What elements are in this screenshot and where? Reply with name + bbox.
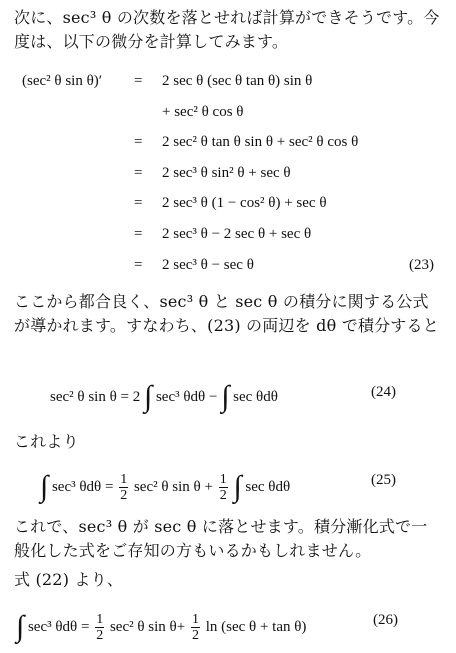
equation-24-expression: [50, 380, 278, 413]
integral-sign: ∫: [16, 609, 25, 643]
derivation-row: [22, 223, 442, 254]
derivation-row: [22, 254, 442, 285]
relation-sign: =: [134, 225, 143, 242]
equation-number: (24): [371, 384, 396, 400]
equation-number: (25): [371, 472, 396, 488]
derivation-row: [22, 131, 442, 162]
fraction-denominator: 2: [191, 628, 199, 643]
equation-25: [0, 460, 456, 504]
derivation-rhs: 2 sec² θ tan θ sin θ + sec² θ cos θ: [162, 134, 359, 151]
integral-sign: ∫: [233, 469, 242, 503]
relation-sign: =: [134, 164, 143, 181]
integral-sign: ∫: [40, 469, 49, 503]
derivation-rhs: 2 sec³ θ − 2 sec θ + sec θ: [162, 225, 312, 242]
derivation-row: [22, 162, 442, 193]
eq26-int1: sec³ θdθ =: [27, 618, 90, 635]
fraction-numerator: 1: [96, 612, 104, 627]
equation-26-expression: [16, 609, 307, 643]
fraction-one-half: [219, 472, 228, 503]
fraction-numerator: 1: [191, 612, 199, 627]
eq25-mid: sec² θ sin θ +: [133, 478, 213, 495]
fraction-numerator: 1: [120, 472, 128, 487]
relation-sign: =: [134, 134, 143, 151]
derivation-lhs: (sec² θ sin θ)′: [22, 73, 103, 89]
integral-sign: ∫: [221, 380, 230, 413]
fraction-one-half: [119, 472, 128, 503]
derivation-rhs: 2 sec³ θ − sec θ: [162, 256, 254, 273]
conclusion-paragraph: これで、sec³ θ が sec θ に落とせます。積分漸化式で一般化した式をご存知の方もいるかもしれません。: [14, 517, 428, 560]
relation-sign: =: [134, 195, 143, 212]
intro-paragraph: 次に、sec³ θ の次数を落とせれば計算ができそうです。今度は、以下の微分を計算してみます。: [14, 8, 440, 51]
fraction-one-half: [95, 612, 104, 643]
fraction-denominator: 2: [219, 488, 227, 503]
equation-24: [0, 372, 456, 416]
eq25-right: sec θdθ: [245, 478, 291, 495]
from-this-paragraph: これより: [14, 432, 79, 451]
equation-number: (23): [409, 256, 434, 273]
fraction-numerator: 1: [219, 472, 227, 487]
eq25-int1: sec³ θdθ =: [51, 478, 114, 495]
from-22-paragraph: 式 (22) より、: [14, 570, 124, 589]
equation-number: (26): [373, 612, 398, 628]
equation-25-expression: [40, 469, 291, 503]
after-23-paragraph: ここから都合良く、sec³ θ と sec θ の積分に関する公式が導かれます。すなわち、(23) の両辺を dθ で積分すると: [14, 292, 439, 335]
derivation-row: [22, 101, 442, 132]
eq24-mid: sec³ θdθ −: [155, 389, 218, 405]
fraction-one-half: [191, 612, 200, 643]
derivation-rhs: 2 sec θ (sec θ tan θ) sin θ: [162, 73, 313, 89]
fraction-denominator: 2: [120, 488, 128, 503]
derivation-rhs: 2 sec³ θ sin² θ + sec θ: [162, 164, 291, 181]
integral-sign: ∫: [143, 380, 153, 413]
derivation-row: [22, 70, 442, 101]
fraction-denominator: 2: [96, 628, 104, 643]
derivation-rhs: + sec² θ cos θ: [162, 103, 244, 120]
derivation-row: [22, 192, 442, 223]
relation-sign: =: [134, 256, 143, 273]
eq24-right: sec θdθ: [233, 389, 278, 405]
eq24-left: sec² θ sin θ = 2: [50, 389, 141, 405]
eq26-right: ln (sec θ + tan θ): [205, 618, 307, 635]
derivation-rhs: 2 sec³ θ (1 − cos² θ) + sec θ: [162, 195, 327, 212]
eq26-mid: sec² θ sin θ+: [109, 618, 186, 635]
equation-26: [0, 600, 456, 644]
derivation-array: [22, 70, 442, 284]
relation-sign: =: [134, 73, 143, 89]
